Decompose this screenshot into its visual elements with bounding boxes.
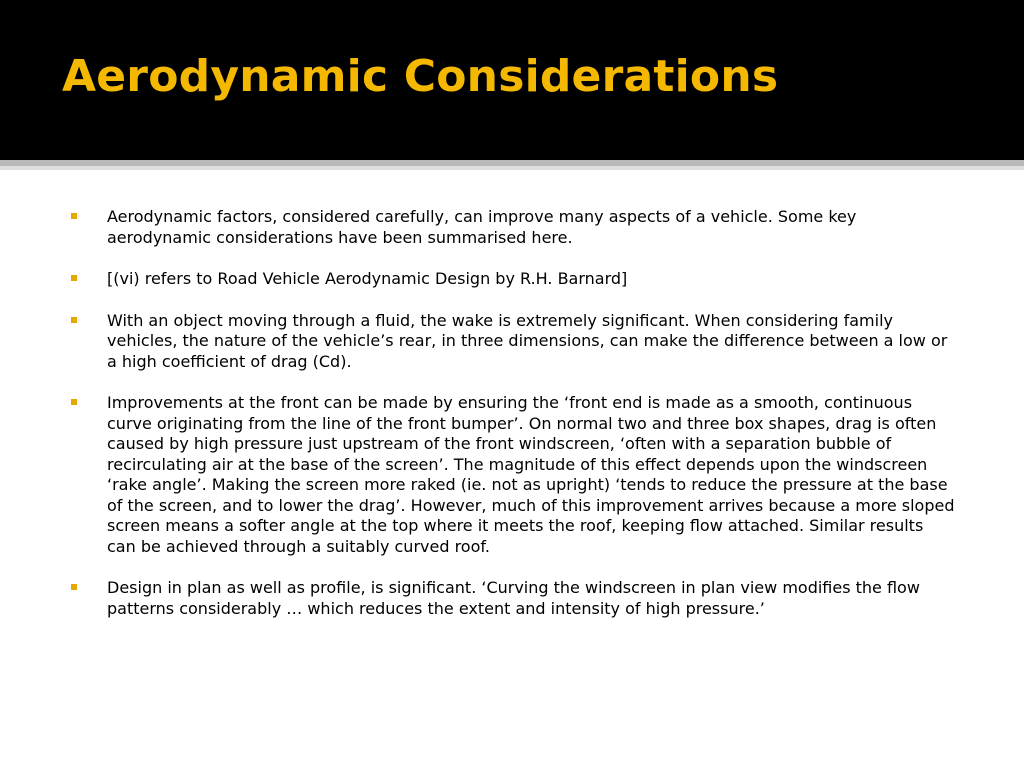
bullet-text: Aerodynamic factors, considered carefully, can improve many aspects of a vehicle. Some key aerodynamic considerations have been summarised here. (107, 207, 857, 247)
bullet-text: Improvements at the front can be made by ensuring the ‘front end is made as a smooth, continuous curve originating from the line of the front bumper’. On normal two and three box shapes, drag is often caused by high pressure just upstream of the front windscreen, ‘often with a separation bubble of recirculating air at the base of the screen’. The magnitude of this effect depends upon the windscreen ‘rake angle’. Making the screen more raked (ie. not as upright) ‘tends to reduce the pressure at the base of the screen, and to lower the drag’. However, much of this improvement arrives because a more sloped screen means a softer angle at the top where it meets the roof, keeping flow attached. Similar results can be achieved through a suitably curved roof. (107, 393, 955, 556)
square-bullet-icon (71, 275, 77, 281)
bullet-item (0, 393, 957, 557)
bullet-text: With an object moving through a fluid, the wake is extremely significant. When considering family vehicles, the nature of the vehicle’s rear, in three dimensions, can make the difference between a low or a high coefficient of drag (Cd). (107, 310, 948, 371)
title-bar (0, 0, 1024, 160)
square-bullet-icon (71, 317, 77, 323)
bullet-text: [(vi) refers to Road Vehicle Aerodynamic Design by R.H. Barnard] (107, 269, 628, 288)
slide-title: Aerodynamic Considerations (62, 51, 779, 102)
bullet-item (0, 578, 957, 619)
title-divider-highlight (0, 166, 1024, 170)
bullet-text: Design in plan as well as profile, is significant. ‘Curving the windscreen in plan view modifies the flow patterns considerably … which reduces the extent and intensity of high pressure.’ (107, 578, 920, 618)
bullet-item (0, 207, 957, 248)
square-bullet-icon (71, 399, 77, 405)
bullet-list (0, 207, 1024, 640)
bullet-item (0, 311, 957, 373)
square-bullet-icon (71, 584, 77, 590)
square-bullet-icon (71, 213, 77, 219)
bullet-item (0, 269, 957, 290)
